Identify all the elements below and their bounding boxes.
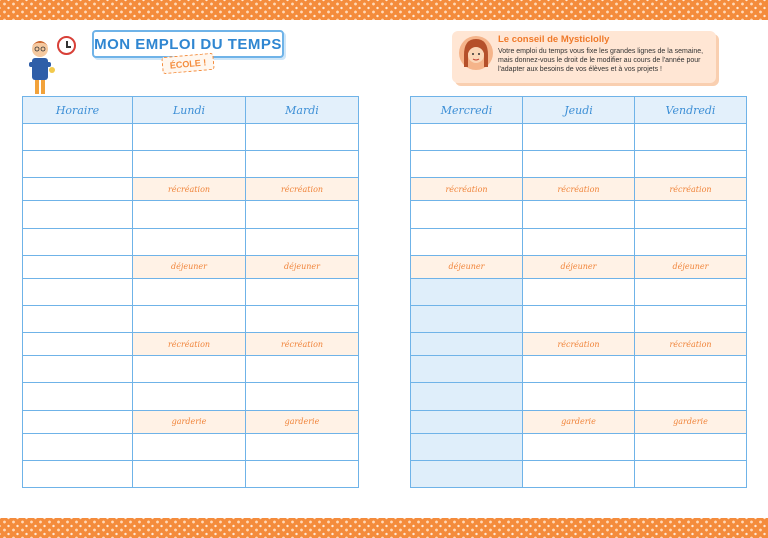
schedule-cell[interactable] xyxy=(133,228,246,255)
schedule-cell[interactable] xyxy=(411,228,523,255)
dejeuner-cell: déjeuner xyxy=(246,255,359,278)
table-row xyxy=(411,305,747,332)
table-row xyxy=(411,460,747,487)
tip-box xyxy=(452,31,716,83)
schedule-cell[interactable] xyxy=(133,383,246,410)
table-row xyxy=(411,201,747,228)
recreation-cell: récréation xyxy=(523,178,635,201)
schedule-cell[interactable] xyxy=(635,228,747,255)
mysticlolly-avatar xyxy=(458,35,494,71)
schedule-cell[interactable] xyxy=(411,201,523,228)
wednesday-afternoon-cell[interactable] xyxy=(411,433,523,460)
schedule-table-left xyxy=(22,96,359,488)
decorative-bottom-band xyxy=(0,518,768,538)
schedule-cell[interactable] xyxy=(133,356,246,383)
recreation-cell: récréation xyxy=(411,178,523,201)
schedule-cell[interactable] xyxy=(523,228,635,255)
schedule-cell[interactable] xyxy=(246,383,359,410)
table-row xyxy=(23,151,359,178)
break-row-recreation xyxy=(411,178,747,201)
schedule-cell[interactable] xyxy=(133,460,246,487)
recreation-cell: récréation xyxy=(635,178,747,201)
schedule-cell[interactable] xyxy=(246,151,359,178)
table-header-row xyxy=(23,97,359,124)
decorative-top-band xyxy=(0,0,768,20)
column-header-mardi: Mardi xyxy=(246,97,359,124)
schedule-cell[interactable] xyxy=(635,433,747,460)
time-cell[interactable] xyxy=(23,383,133,410)
schedule-cell[interactable] xyxy=(133,278,246,305)
table-row xyxy=(411,228,747,255)
table-row xyxy=(23,433,359,460)
time-cell[interactable] xyxy=(23,201,133,228)
recreation-cell: récréation xyxy=(246,178,359,201)
table-row xyxy=(23,305,359,332)
time-cell[interactable] xyxy=(23,228,133,255)
table-row xyxy=(411,124,747,151)
break-row-recreation xyxy=(23,178,359,201)
time-cell[interactable] xyxy=(23,356,133,383)
wednesday-afternoon-cell[interactable] xyxy=(411,383,523,410)
schedule-cell[interactable] xyxy=(523,356,635,383)
garderie-cell: garderie xyxy=(523,410,635,433)
schedule-cell[interactable] xyxy=(523,124,635,151)
wednesday-afternoon-cell[interactable] xyxy=(411,333,523,356)
recreation-cell: récréation xyxy=(523,333,635,356)
time-cell[interactable] xyxy=(23,278,133,305)
recreation-cell: récréation xyxy=(133,178,246,201)
break-row-recreation xyxy=(23,333,359,356)
table-row xyxy=(411,278,747,305)
schedule-cell[interactable] xyxy=(246,356,359,383)
break-row-dejeuner xyxy=(23,255,359,278)
schedule-cell[interactable] xyxy=(523,433,635,460)
schedule-cell[interactable] xyxy=(523,460,635,487)
time-cell[interactable] xyxy=(23,151,133,178)
break-row-recreation xyxy=(411,333,747,356)
break-row-dejeuner xyxy=(411,255,747,278)
schedule-cell[interactable] xyxy=(635,278,747,305)
schedule-cell[interactable] xyxy=(246,201,359,228)
table-row xyxy=(411,151,747,178)
schedule-cell[interactable] xyxy=(246,278,359,305)
table-row xyxy=(23,228,359,255)
schedule-cell[interactable] xyxy=(133,124,246,151)
tip-text: Votre emploi du temps vous fixe les grandes lignes de la semaine, mais donnez-vous le droit de le modifier au cours de l'année pour l'adapter aux besoins de vos élèves et à vos projets ! xyxy=(498,48,704,73)
time-cell[interactable] xyxy=(23,433,133,460)
schedule-cell[interactable] xyxy=(523,151,635,178)
time-cell[interactable] xyxy=(23,333,133,356)
table-row xyxy=(23,460,359,487)
dejeuner-cell: déjeuner xyxy=(635,255,747,278)
page-title: MON EMPLOI DU TEMPS xyxy=(92,30,284,58)
wednesday-afternoon-cell[interactable] xyxy=(411,460,523,487)
wednesday-afternoon-cell[interactable] xyxy=(411,278,523,305)
wednesday-afternoon-cell[interactable] xyxy=(411,356,523,383)
schedule-cell[interactable] xyxy=(635,124,747,151)
schedule-cell[interactable] xyxy=(523,383,635,410)
clock-icon xyxy=(57,36,76,55)
schedule-cell[interactable] xyxy=(133,433,246,460)
column-header-vendredi: Vendredi xyxy=(635,97,747,124)
time-cell[interactable] xyxy=(23,124,133,151)
table-row xyxy=(23,383,359,410)
schedule-table-right xyxy=(410,96,747,488)
column-header-mercredi: Mercredi xyxy=(411,97,523,124)
schedule-cell[interactable] xyxy=(523,201,635,228)
wednesday-afternoon-cell[interactable] xyxy=(411,410,523,433)
table-row xyxy=(411,383,747,410)
schedule-cell[interactable] xyxy=(635,383,747,410)
tip-title: Le conseil de Mysticlolly xyxy=(498,34,610,45)
column-header-jeudi: Jeudi xyxy=(523,97,635,124)
schedule-cell[interactable] xyxy=(635,305,747,332)
column-header-horaire: Horaire xyxy=(23,97,133,124)
time-cell[interactable] xyxy=(23,305,133,332)
wednesday-afternoon-cell[interactable] xyxy=(411,305,523,332)
dejeuner-cell: déjeuner xyxy=(523,255,635,278)
break-row-garderie xyxy=(23,410,359,433)
schedule-cell[interactable] xyxy=(635,201,747,228)
schedule-cell[interactable] xyxy=(411,124,523,151)
schedule-cell[interactable] xyxy=(523,278,635,305)
time-cell[interactable] xyxy=(23,410,133,433)
schedule-cell[interactable] xyxy=(246,433,359,460)
recreation-cell: récréation xyxy=(246,333,359,356)
time-cell[interactable] xyxy=(23,460,133,487)
table-row xyxy=(23,201,359,228)
time-cell[interactable] xyxy=(23,178,133,201)
schedule-cell[interactable] xyxy=(246,460,359,487)
schedule-cell[interactable] xyxy=(411,151,523,178)
dejeuner-cell: déjeuner xyxy=(411,255,523,278)
boy-mascot-illustration xyxy=(24,34,56,96)
recreation-cell: récréation xyxy=(635,333,747,356)
garderie-cell: garderie xyxy=(635,410,747,433)
garderie-cell: garderie xyxy=(133,410,246,433)
schedule-cell[interactable] xyxy=(523,305,635,332)
page-subtitle-tag: ÉCOLE ! xyxy=(161,53,214,74)
schedule-cell[interactable] xyxy=(133,151,246,178)
recreation-cell: récréation xyxy=(133,333,246,356)
schedule-cell[interactable] xyxy=(635,460,747,487)
garderie-cell: garderie xyxy=(246,410,359,433)
column-header-lundi: Lundi xyxy=(133,97,246,124)
table-header-row xyxy=(411,97,747,124)
schedule-cell[interactable] xyxy=(635,356,747,383)
table-row xyxy=(23,356,359,383)
schedule-cell[interactable] xyxy=(246,305,359,332)
table-row xyxy=(411,356,747,383)
time-cell[interactable] xyxy=(23,255,133,278)
dejeuner-cell: déjeuner xyxy=(133,255,246,278)
break-row-garderie xyxy=(411,410,747,433)
table-row xyxy=(411,433,747,460)
schedule-cell[interactable] xyxy=(133,201,246,228)
schedule-cell[interactable] xyxy=(133,305,246,332)
schedule-cell[interactable] xyxy=(246,124,359,151)
table-row xyxy=(23,124,359,151)
schedule-cell[interactable] xyxy=(246,228,359,255)
schedule-cell[interactable] xyxy=(635,151,747,178)
table-row xyxy=(23,278,359,305)
